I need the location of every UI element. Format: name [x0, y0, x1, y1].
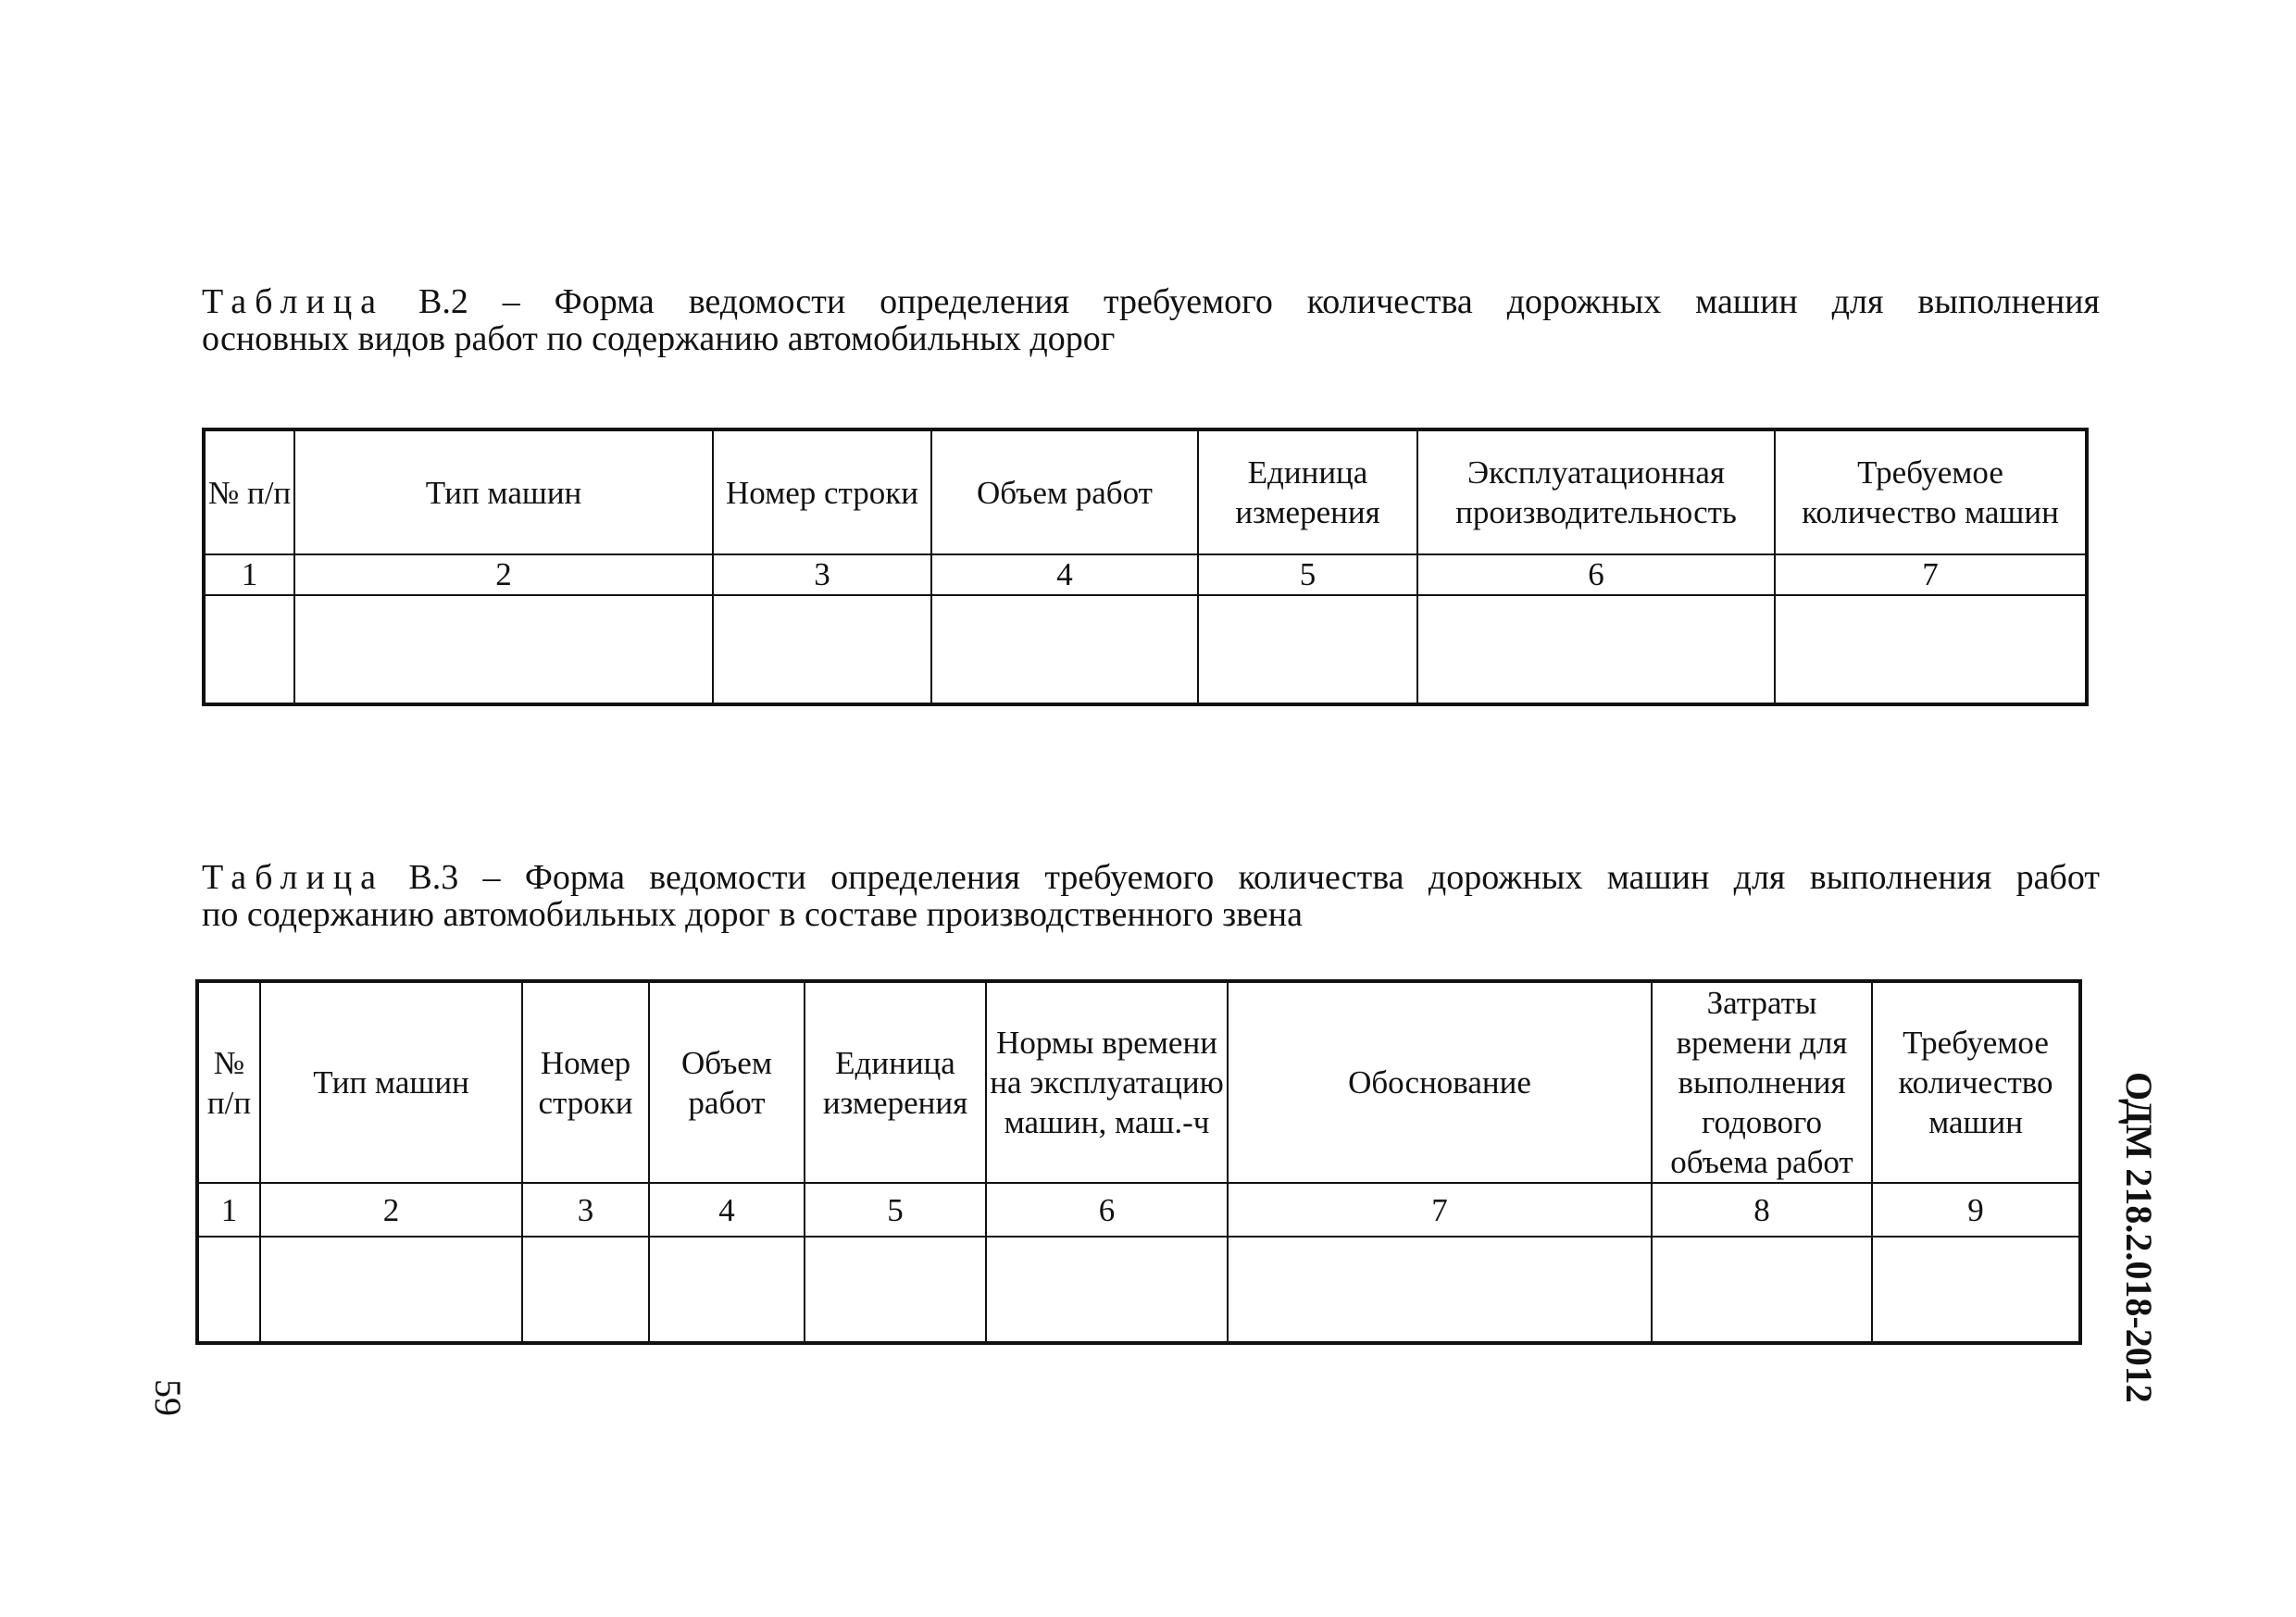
table-b3-header-row — [197, 981, 2080, 1183]
table-b2-number-cell: 4 — [931, 554, 1198, 595]
table-b3-empty-cell — [649, 1237, 805, 1343]
table-b2-empty-cell — [1417, 595, 1775, 704]
table-b3-header-cell: Нормы времени на эксплуатацию машин, маш.-ч — [986, 981, 1228, 1183]
table-b3-empty-cell — [197, 1237, 260, 1343]
table-b3-number-cell: 2 — [260, 1183, 522, 1237]
table-b2-caption-line2: основных видов работ по содержанию автомобильных дорог — [202, 319, 1116, 358]
table-b3-number-row — [197, 1183, 2080, 1237]
table-b3-caption — [202, 859, 2100, 933]
table-b3-number-cell: 5 — [805, 1183, 986, 1237]
table-b3-empty-cell — [522, 1237, 649, 1343]
page-number: 59 — [147, 1379, 189, 1416]
table-b3-caption-text: В.3 – Форма ведомости определения требуемого количества дорожных машин для выполнения работ — [408, 858, 2100, 897]
table-b3-number-cell: 8 — [1652, 1183, 1872, 1237]
table-b2-number-cell: 2 — [294, 554, 713, 595]
table-b2-empty-cell — [1775, 595, 2087, 704]
table-b2-empty-cell — [294, 595, 713, 704]
table-b3-number-cell: 7 — [1228, 1183, 1652, 1237]
table-b3-number-cell: 9 — [1872, 1183, 2080, 1237]
table-b2-header-cell: Эксплуатационная производительность — [1417, 429, 1775, 554]
table-b2-header-cell: Тип машин — [294, 429, 713, 554]
table-b2 — [202, 428, 2089, 706]
table-b3 — [195, 979, 2082, 1345]
table-b2-empty-cell — [204, 595, 294, 704]
table-b3-header-cell: Обоснование — [1228, 981, 1652, 1183]
table-b2-number-row — [204, 554, 2087, 595]
table-b3-header-cell: № п/п — [197, 981, 260, 1183]
table-b2-empty-cell — [713, 595, 931, 704]
table-b3-caption-line2: по содержанию автомобильных дорог в составе производственного звена — [202, 895, 1303, 934]
table-b3-empty-cell — [986, 1237, 1228, 1343]
table-b3-header-cell: Номер строки — [522, 981, 649, 1183]
table-b2-header-cell: Номер строки — [713, 429, 931, 554]
table-b2-caption — [202, 283, 2100, 357]
table-b2-number-cell: 1 — [204, 554, 294, 595]
table-b2-empty-cell — [1198, 595, 1417, 704]
table-b3-empty-cell — [1228, 1237, 1652, 1343]
table-b3-caption-line1 — [202, 859, 2100, 896]
table-b2-number-cell: 6 — [1417, 554, 1775, 595]
table-b3-number-cell: 6 — [986, 1183, 1228, 1237]
table-b3-header-cell: Затраты времени для выполнения годового объема работ — [1652, 981, 1872, 1183]
table-b2-number-cell: 5 — [1198, 554, 1417, 595]
table-b2-number-cell: 3 — [713, 554, 931, 595]
table-b2-header-cell: Требуемое количество машин — [1775, 429, 2087, 554]
table-b3-header-cell: Тип машин — [260, 981, 522, 1183]
table-b3-number-cell: 4 — [649, 1183, 805, 1237]
table-b3-empty-row — [197, 1237, 2080, 1343]
table-b3-header-cell: Объем работ — [649, 981, 805, 1183]
table-b3-number-cell: 1 — [197, 1183, 260, 1237]
table-b2-number-cell: 7 — [1775, 554, 2087, 595]
table-b2-empty-cell — [931, 595, 1198, 704]
table-b2-header-row — [204, 429, 2087, 554]
table-b3-empty-cell — [805, 1237, 986, 1343]
table-b2-caption-text: В.2 – Форма ведомости определения требуемого количества дорожных машин для выполнения — [418, 282, 2101, 321]
table-b3-caption-label: Таблица — [202, 858, 385, 897]
table-b3-header-cell: Единица измерения — [805, 981, 986, 1183]
table-b3-header-cell: Требуемое количество машин — [1872, 981, 2080, 1183]
table-b2-header-cell: № п/п — [204, 429, 294, 554]
table-b2-header-cell: Единица измерения — [1198, 429, 1417, 554]
table-b2-caption-label: Таблица — [202, 282, 385, 321]
document-code: ОДМ 218.2.018-2012 — [2118, 1072, 2160, 1403]
table-b2-empty-row — [204, 595, 2087, 704]
table-b2-caption-line1 — [202, 283, 2100, 320]
table-b2-header-cell: Объем работ — [931, 429, 1198, 554]
table-b3-empty-cell — [1872, 1237, 2080, 1343]
table-b3-number-cell: 3 — [522, 1183, 649, 1237]
table-b3-empty-cell — [260, 1237, 522, 1343]
table-b3-empty-cell — [1652, 1237, 1872, 1343]
